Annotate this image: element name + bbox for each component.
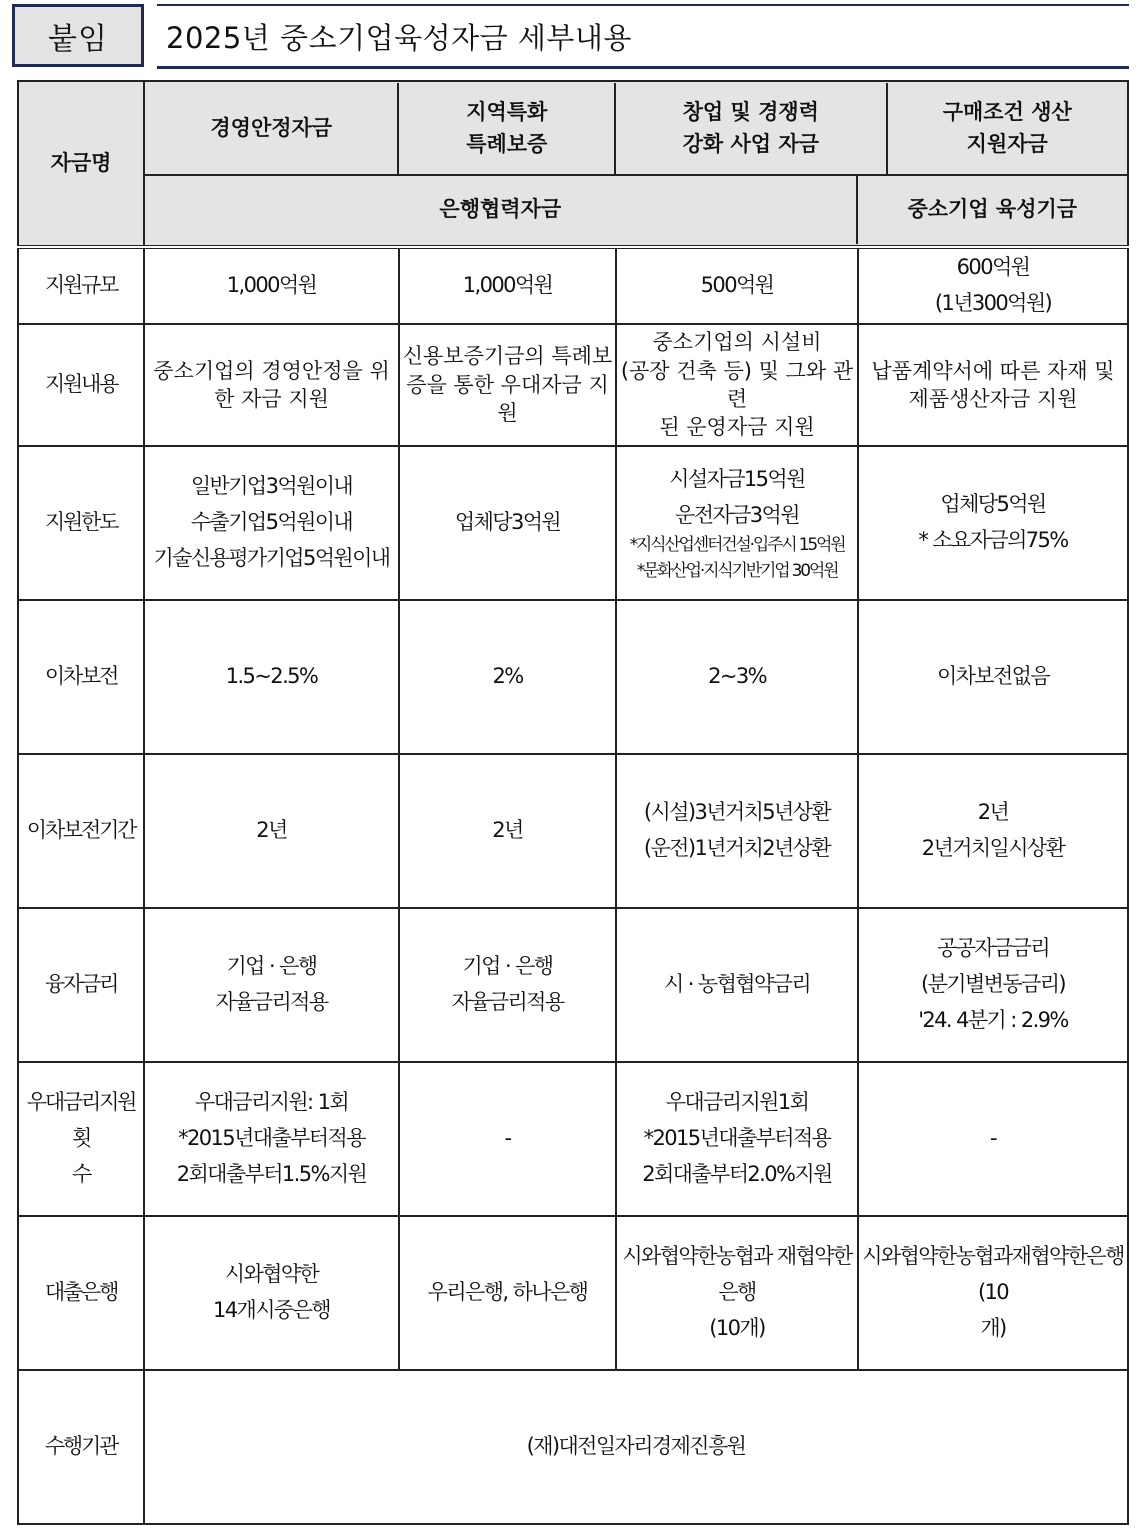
- cell-text: 중소기업의 시설비 (공장 건축 등) 및 그와 관련 된 운영자금 지원: [620, 330, 854, 440]
- table-row: [18, 908, 1128, 1062]
- cell-text: 600억원 (1년300억원): [934, 255, 1052, 315]
- cell-text: 2~3%: [708, 664, 766, 689]
- cell-text: 시와협약한농협과재협약한은행(10 개): [862, 1244, 1124, 1340]
- table-cell: [858, 908, 1128, 1062]
- row-label: 우대금리지원횟 수: [18, 1062, 144, 1216]
- table-cell: [858, 1216, 1128, 1370]
- table-cell: [144, 754, 399, 908]
- cell-text: 우대금리지원1회 *2015년대출부터적용 2회대출부터2.0%지원: [642, 1090, 832, 1186]
- table-row: [18, 247, 1128, 324]
- table-cell: [144, 1216, 399, 1370]
- cell-text: 기업 · 은행 자율금리적용: [215, 954, 328, 1014]
- table-cell-merged: [144, 1370, 1128, 1524]
- table-cell: [144, 446, 399, 600]
- table-cell: [399, 908, 616, 1062]
- cell-text: 우리은행, 하나은행: [427, 1280, 588, 1305]
- corner-header: 자금명: [18, 81, 144, 247]
- cell-text: -: [990, 1126, 996, 1151]
- cell-text: 2%: [492, 664, 523, 689]
- group-bank-cooperation-text: 은행협력자금: [439, 197, 562, 222]
- table-cell: [858, 446, 1128, 600]
- table-row: [18, 446, 1128, 600]
- table-cell: [399, 600, 616, 754]
- table-cell: [616, 324, 858, 446]
- row-label: 이차보전기간: [18, 754, 144, 908]
- table-cell: [616, 600, 858, 754]
- cell-text: (재)대전일자리경제진흥원: [526, 1434, 746, 1459]
- table-cell: [144, 324, 399, 446]
- cell-text: 2년: [492, 818, 523, 843]
- cell-text: 시와협약한농협과 재협약한은행 (10개): [622, 1244, 852, 1340]
- table-row: [18, 1370, 1128, 1524]
- table-cell: [399, 324, 616, 446]
- cell-text: 2년: [256, 818, 287, 843]
- table-cell: [858, 600, 1128, 754]
- cell-text: (시설)3년거치5년상환 (운전)1년거치2년상환: [643, 800, 831, 860]
- group-bank-cooperation: [145, 176, 858, 244]
- attachment-tag-label: 붙임: [48, 21, 108, 57]
- cell-text: 500억원: [700, 273, 774, 298]
- fund-group-row: [145, 176, 1127, 244]
- fund-name-4-text: 구매조건 생산 지원자금: [942, 100, 1072, 156]
- row-label: 수행기관: [18, 1370, 144, 1524]
- table-cell: [144, 600, 399, 754]
- cell-text: 1.5~2.5%: [225, 664, 318, 689]
- fund-header-block: [144, 81, 1128, 247]
- table-cell: [616, 247, 858, 324]
- fund-name-3: [616, 83, 887, 176]
- table-cell: [399, 754, 616, 908]
- group-sme-fund: [858, 176, 1127, 244]
- table-cell: [858, 754, 1128, 908]
- fund-name-2: [399, 83, 616, 176]
- cell-text: 시설자금15억원 운전자금3억원: [669, 466, 805, 527]
- row-label: 융자금리: [18, 908, 144, 1062]
- cell-text: 중소기업의 경영안정을 위 한 자금 지원: [153, 358, 390, 411]
- cell-footnote: *문화산업·지식기반기업 30억원: [636, 560, 838, 581]
- table-row: [18, 324, 1128, 446]
- cell-text: 시와협약한 14개시중은행: [213, 1262, 330, 1322]
- table-cell: [144, 1062, 399, 1216]
- row-label: 이차보전: [18, 600, 144, 754]
- cell-footnote: *지식산업센터건설·입주시 15억원: [629, 535, 845, 556]
- cell-text: 우대금리지원: 1회 *2015년대출부터적용 2회대출부터1.5%지원: [176, 1090, 367, 1186]
- table-cell: [616, 446, 858, 600]
- table-cell: [616, 1216, 858, 1370]
- title-top-rule: [157, 4, 1129, 6]
- title-bottom-rule: [157, 66, 1129, 69]
- table-cell: [858, 324, 1128, 446]
- fund-name-2-text: 지역특화 특례보증: [466, 100, 548, 156]
- attachment-tag: [12, 4, 144, 67]
- cell-text: 1,000억원: [226, 273, 317, 298]
- table-row: [18, 1216, 1128, 1370]
- row-label: 지원내용: [18, 324, 144, 446]
- cell-text: 기업 · 은행 자율금리적용: [451, 954, 564, 1014]
- table-row: [18, 600, 1128, 754]
- table-row: [18, 1062, 1128, 1216]
- table-cell: [399, 446, 616, 600]
- cell-text: 업체당3억원: [454, 510, 561, 535]
- table-cell: [616, 754, 858, 908]
- table-cell: [616, 908, 858, 1062]
- row-label: 대출은행: [18, 1216, 144, 1370]
- table-cell: [858, 247, 1128, 324]
- table-cell: [144, 247, 399, 324]
- group-sme-fund-text: 중소기업 육성기금: [907, 197, 1078, 222]
- table-cell: [616, 1062, 858, 1216]
- cell-text: 납품계약서에 따른 자재 및 제품생산자금 지원: [871, 358, 1115, 411]
- row-label: 지원한도: [18, 446, 144, 600]
- cell-text: 2년 2년거치일시상환: [921, 800, 1065, 860]
- fund-name-1: [145, 83, 399, 176]
- table-cell: [399, 1216, 616, 1370]
- table-cell: [399, 247, 616, 324]
- table-row: [18, 754, 1128, 908]
- fund-name-row: [145, 83, 1127, 176]
- table-cell: [144, 908, 399, 1062]
- table-cell: [858, 1062, 1128, 1216]
- cell-text: 신용보증기금의 특례보 증을 통한 우대자금 지 원: [402, 344, 613, 426]
- fund-details-table: [17, 80, 1129, 1525]
- cell-text: -: [504, 1126, 511, 1151]
- cell-text: 업체당5억원 * 소요자금의75%: [918, 492, 1068, 552]
- cell-text: 이차보전없음: [936, 664, 1050, 689]
- fund-name-1-text: 경영안정자금: [210, 115, 333, 140]
- fund-name-3-text: 창업 및 경쟁력 강화 사업 자금: [682, 100, 819, 156]
- cell-text: 일반기업3억원이내 수출기업5억원이내 기술신용평가기업5억원이내: [153, 474, 390, 570]
- cell-text: 1,000억원: [462, 273, 553, 298]
- row-label: 지원규모: [18, 247, 144, 324]
- fund-name-4: [888, 83, 1128, 176]
- page-title: 2025년 중소기업육성자금 세부내용: [166, 20, 632, 55]
- table-header-row: [18, 81, 1128, 247]
- cell-text: 공공자금금리 (분기별변동금리) '24. 4분기 : 2.9%: [918, 936, 1068, 1032]
- table-cell: [399, 1062, 616, 1216]
- cell-text: 시 · 농협협약금리: [663, 972, 811, 997]
